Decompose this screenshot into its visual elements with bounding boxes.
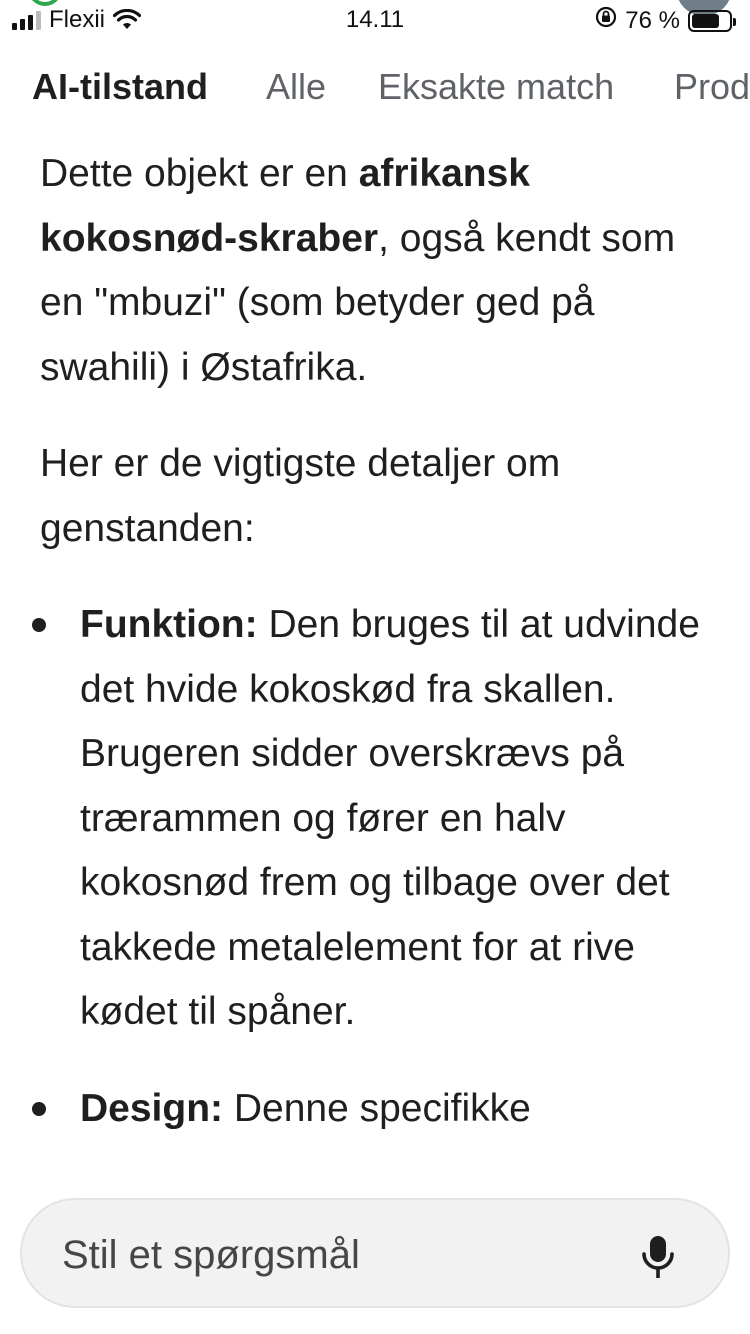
details-intro: Her er de vigtigste detaljer om genstanden:	[40, 442, 561, 550]
tab-ai-mode[interactable]: AI-tilstand	[32, 66, 208, 107]
bullet-icon	[32, 618, 46, 632]
tab-exact-match[interactable]: Eksakte match	[378, 66, 615, 107]
battery-level	[692, 14, 719, 28]
list-item	[40, 1077, 710, 1142]
rotation-lock-icon	[595, 6, 617, 35]
details-list	[40, 593, 710, 1141]
bullet-text: Denne specifikke	[223, 1086, 531, 1130]
bullet-title: Funktion:	[80, 603, 258, 646]
status-right	[595, 6, 732, 35]
mic-button[interactable]	[634, 1230, 682, 1284]
answer-scroll-area[interactable]	[0, 120, 750, 1176]
mic-icon	[640, 1234, 676, 1280]
carrier-name: Flexii	[49, 6, 106, 33]
search-mode-tabs	[0, 60, 750, 116]
ask-input[interactable]	[62, 1228, 602, 1282]
status-time: 14.11	[345, 6, 405, 33]
battery-icon	[688, 10, 732, 32]
intro-text-1: Dette objekt er en	[40, 152, 359, 195]
intro-bold: afrikansk kokosnød-skraber	[40, 152, 530, 260]
tab-products[interactable]: Prod	[674, 66, 750, 107]
bullet-text: Den bruges til at udvinde det hvide kokoskød fra skallen. Brugeren sidder overskrævs på trærammen og fører en halv kokosnød frem og tilbage over det takkede metalelement for at rive kødet til spåner.	[80, 603, 700, 1033]
ai-answer	[40, 142, 710, 1173]
list-item	[40, 593, 710, 1045]
intro-text-2: , også kendt som en "mbuzi" (som betyder ged på swahili) i Østafrika.	[40, 216, 676, 389]
status-bar	[0, 0, 750, 40]
bullet-icon	[32, 1102, 46, 1116]
battery-percent: 76 %	[625, 6, 680, 34]
answer-intro	[40, 142, 710, 400]
bullet-title: Design:	[80, 1086, 224, 1130]
ask-bar	[20, 1198, 730, 1308]
tab-all[interactable]: Alle	[266, 66, 327, 107]
battery-tip	[733, 18, 736, 26]
